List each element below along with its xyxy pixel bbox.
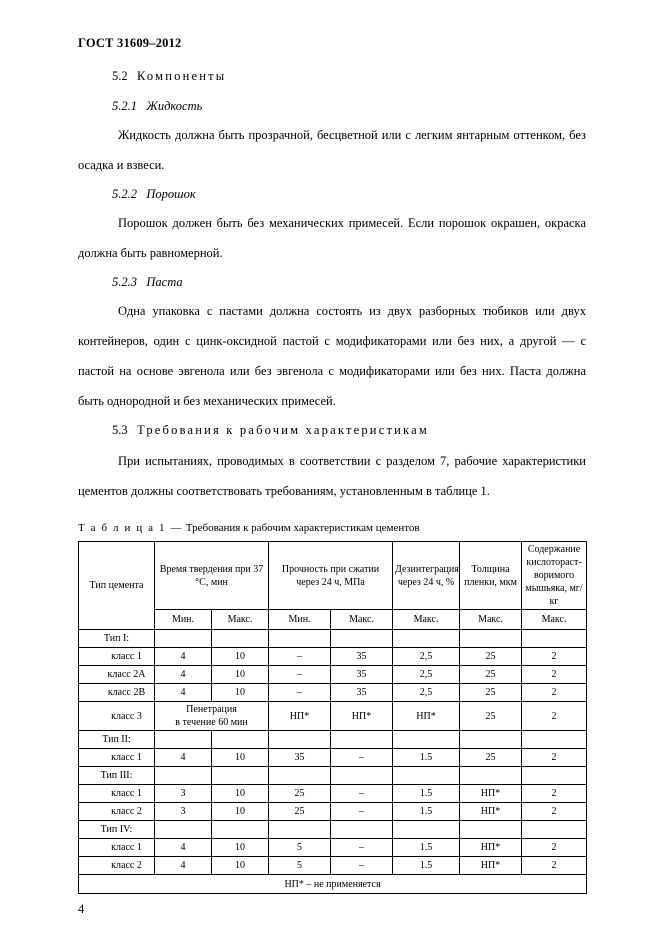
- cell-value: 2: [522, 803, 587, 821]
- cell-value: 3: [155, 803, 212, 821]
- cell-value: 4: [155, 648, 212, 666]
- cell-empty: [393, 767, 460, 785]
- cell-empty: [460, 630, 522, 648]
- row-label: класс 1: [79, 749, 155, 767]
- cell-empty: [331, 767, 393, 785]
- cell-value: НП*: [460, 785, 522, 803]
- cell-empty: [269, 821, 331, 839]
- table-caption-label: Т а б л и ц а 1 —: [78, 522, 184, 534]
- cell-value: 2: [522, 648, 587, 666]
- cell-empty: [212, 821, 269, 839]
- cell-value: –: [269, 684, 331, 702]
- requirements-table: [78, 541, 587, 894]
- cell-value: 1.5: [393, 785, 460, 803]
- clause-5-2-1-number: 5.2.1: [112, 99, 137, 113]
- clause-5-2-1-title: Жидкость: [146, 99, 203, 113]
- cell-empty: [522, 630, 587, 648]
- cell-empty: [269, 630, 331, 648]
- row-label: Тип III:: [79, 767, 155, 785]
- table-header-row-1: [79, 542, 587, 610]
- clause-5-3-number: 5.3: [112, 423, 128, 437]
- cell-value: 4: [155, 684, 212, 702]
- table-row: [79, 767, 587, 785]
- table-row: [79, 785, 587, 803]
- page-number: 4: [78, 902, 85, 916]
- paragraph-5-2-2: Порошок должен быть без механических примесей. Если порошок окрашен, окраска должна быть равномерной.: [78, 216, 586, 260]
- cell-value: –: [331, 785, 393, 803]
- th-setting-max: Макс.: [212, 610, 269, 630]
- table-body: [79, 630, 587, 875]
- cell-value: 2: [522, 785, 587, 803]
- cell-value: 2: [522, 839, 587, 857]
- cell-value: 25: [269, 785, 331, 803]
- cell-empty: [212, 767, 269, 785]
- cell-value: 3: [155, 785, 212, 803]
- clause-5-2-2-number: 5.2.2: [112, 187, 137, 201]
- cell-empty: [212, 630, 269, 648]
- paragraph-5-2-1: Жидкость должна быть прозрачной, бесцветной или с легким янтарным оттенком, без осадка и взвеси.: [78, 128, 586, 172]
- cell-empty: [393, 821, 460, 839]
- cell-value: 10: [212, 684, 269, 702]
- cell-empty: [331, 630, 393, 648]
- cell-value: 4: [155, 839, 212, 857]
- cell-value: 2,5: [393, 648, 460, 666]
- cell-value: 4: [155, 666, 212, 684]
- cell-empty: [522, 731, 587, 749]
- cell-value: 10: [212, 839, 269, 857]
- table-row: [79, 731, 587, 749]
- row-label: Тип I:: [79, 630, 155, 648]
- table-row: [79, 749, 587, 767]
- th-arsenic-content: Содержание кислоторастворимого мышьяка, мг/кг: [522, 542, 587, 610]
- cell-value: 10: [212, 749, 269, 767]
- cell-value: –: [331, 749, 393, 767]
- row-label: класс 1: [79, 839, 155, 857]
- clause-5-2-3-number: 5.2.3: [112, 275, 137, 289]
- row-label: класс 1: [79, 648, 155, 666]
- clause-5-3-title: Требования к рабочим характеристикам: [137, 423, 429, 437]
- cell-empty: [269, 731, 331, 749]
- cell-empty: [522, 821, 587, 839]
- cell-value: 10: [212, 666, 269, 684]
- th-strength-max: Макс.: [331, 610, 393, 630]
- cell-value: 35: [331, 666, 393, 684]
- cell-value: 35: [331, 648, 393, 666]
- cell-value: 4: [155, 857, 212, 875]
- table-caption: [78, 520, 586, 536]
- cell-value: НП*: [269, 702, 331, 731]
- cell-value: 25: [460, 702, 522, 731]
- row-label: класс 2: [79, 857, 155, 875]
- th-film-thickness: Толщина пленки, мкм: [460, 542, 522, 610]
- cell-empty: [155, 630, 212, 648]
- cell-value: 2,5: [393, 684, 460, 702]
- table-row: [79, 666, 587, 684]
- clause-5-2-number: 5.2: [112, 69, 128, 83]
- cell-penetration: Пенетрация в течение 60 мин: [155, 702, 269, 731]
- th-strength-min: Мин.: [269, 610, 331, 630]
- table-row: [79, 648, 587, 666]
- cell-value: 5: [269, 857, 331, 875]
- table-row: [79, 702, 587, 731]
- cell-value: 5: [269, 839, 331, 857]
- clause-5-2-title: Компоненты: [137, 69, 227, 83]
- clause-5-2-2-title: Порошок: [146, 187, 196, 201]
- cell-empty: [460, 767, 522, 785]
- th-compressive-strength: Прочность при сжатии через 24 ч, МПа: [269, 542, 393, 610]
- paragraph-5-3: При испытаниях, проводимых в соответствии с разделом 7, рабочие характеристики цементов должны соответствовать требованиям, установленным в таблице 1.: [78, 454, 586, 498]
- clause-5-3: [78, 416, 586, 444]
- th-setting-min: Мин.: [155, 610, 212, 630]
- row-label: класс 2А: [79, 666, 155, 684]
- cell-value: 2: [522, 857, 587, 875]
- cell-value: 2: [522, 749, 587, 767]
- clause-5-2: [78, 62, 586, 90]
- cell-value: 4: [155, 749, 212, 767]
- cell-value: 10: [212, 648, 269, 666]
- cell-value: 35: [269, 749, 331, 767]
- cell-empty: [331, 731, 393, 749]
- row-label: класс 2В: [79, 684, 155, 702]
- cell-value: НП*: [460, 803, 522, 821]
- document-content: [78, 62, 586, 894]
- cell-value: 25: [460, 666, 522, 684]
- th-film-max: Макс.: [460, 610, 522, 630]
- cell-value: НП*: [331, 702, 393, 731]
- th-disintegration: Дезинтеграция через 24 ч, %: [393, 542, 460, 610]
- cell-empty: [393, 630, 460, 648]
- table-caption-text: Требования к рабочим характеристикам цементов: [185, 522, 420, 534]
- cell-value: 10: [212, 857, 269, 875]
- cell-value: НП*: [460, 839, 522, 857]
- cell-value: 35: [331, 684, 393, 702]
- cell-empty: [522, 767, 587, 785]
- cell-value: 25: [460, 749, 522, 767]
- cell-value: –: [269, 648, 331, 666]
- cell-value: –: [269, 666, 331, 684]
- cell-value: 1.5: [393, 749, 460, 767]
- cell-value: 10: [212, 803, 269, 821]
- cell-empty: [155, 767, 212, 785]
- cell-value: 2,5: [393, 666, 460, 684]
- cell-value: –: [331, 803, 393, 821]
- row-label: Тип IV:: [79, 821, 155, 839]
- cell-value: 2: [522, 666, 587, 684]
- cell-value: 1.5: [393, 839, 460, 857]
- th-setting-time: Время твердения при 37 °С, мин: [155, 542, 269, 610]
- cell-value: НП*: [460, 857, 522, 875]
- cell-empty: [460, 731, 522, 749]
- cell-empty: [212, 731, 269, 749]
- clause-5-2-3-title: Паста: [146, 275, 183, 289]
- cell-empty: [155, 821, 212, 839]
- cell-empty: [393, 731, 460, 749]
- table-footnote: НП* – не применяется: [79, 875, 587, 894]
- cell-value: –: [331, 857, 393, 875]
- row-label: Тип II:: [79, 731, 155, 749]
- table-row: [79, 684, 587, 702]
- table-footnote-row: [79, 875, 587, 894]
- page-header: ГОСТ 31609–2012: [78, 36, 182, 50]
- cell-empty: [331, 821, 393, 839]
- cell-empty: [269, 767, 331, 785]
- cell-value: –: [331, 839, 393, 857]
- th-disintegration-max: Макс.: [393, 610, 460, 630]
- cell-value: 2: [522, 684, 587, 702]
- cell-empty: [155, 731, 212, 749]
- cell-value: НП*: [393, 702, 460, 731]
- cell-value: 10: [212, 785, 269, 803]
- clause-5-2-2: [78, 180, 586, 208]
- clause-5-2-3: [78, 268, 586, 296]
- row-label: класс 3: [79, 702, 155, 731]
- th-arsenic-max: Макс.: [522, 610, 587, 630]
- table-row: [79, 839, 587, 857]
- cell-value: 25: [269, 803, 331, 821]
- cell-value: 1.5: [393, 803, 460, 821]
- paragraph-5-2-3: Одна упаковка с пастами должна состоять из двух разборных тюбиков или двух контейнеров, один с цинк-оксидной пастой с модификаторами или без них, а другой — с пастой на основе эвгенола или без эвгенола с модификаторами или без них. Паста должна быть однородной и без механических примесей.: [78, 304, 586, 408]
- table-row: [79, 630, 587, 648]
- table-header-row-2: [79, 610, 587, 630]
- th-cement-type: Тип цемента: [79, 542, 155, 630]
- row-label: класс 1: [79, 785, 155, 803]
- cell-value: 2: [522, 702, 587, 731]
- table-row: [79, 821, 587, 839]
- table-row: [79, 857, 587, 875]
- clause-5-2-1: [78, 92, 586, 120]
- cell-empty: [460, 821, 522, 839]
- row-label: класс 2: [79, 803, 155, 821]
- cell-value: 25: [460, 648, 522, 666]
- cell-value: 1.5: [393, 857, 460, 875]
- cell-value: 25: [460, 684, 522, 702]
- table-row: [79, 803, 587, 821]
